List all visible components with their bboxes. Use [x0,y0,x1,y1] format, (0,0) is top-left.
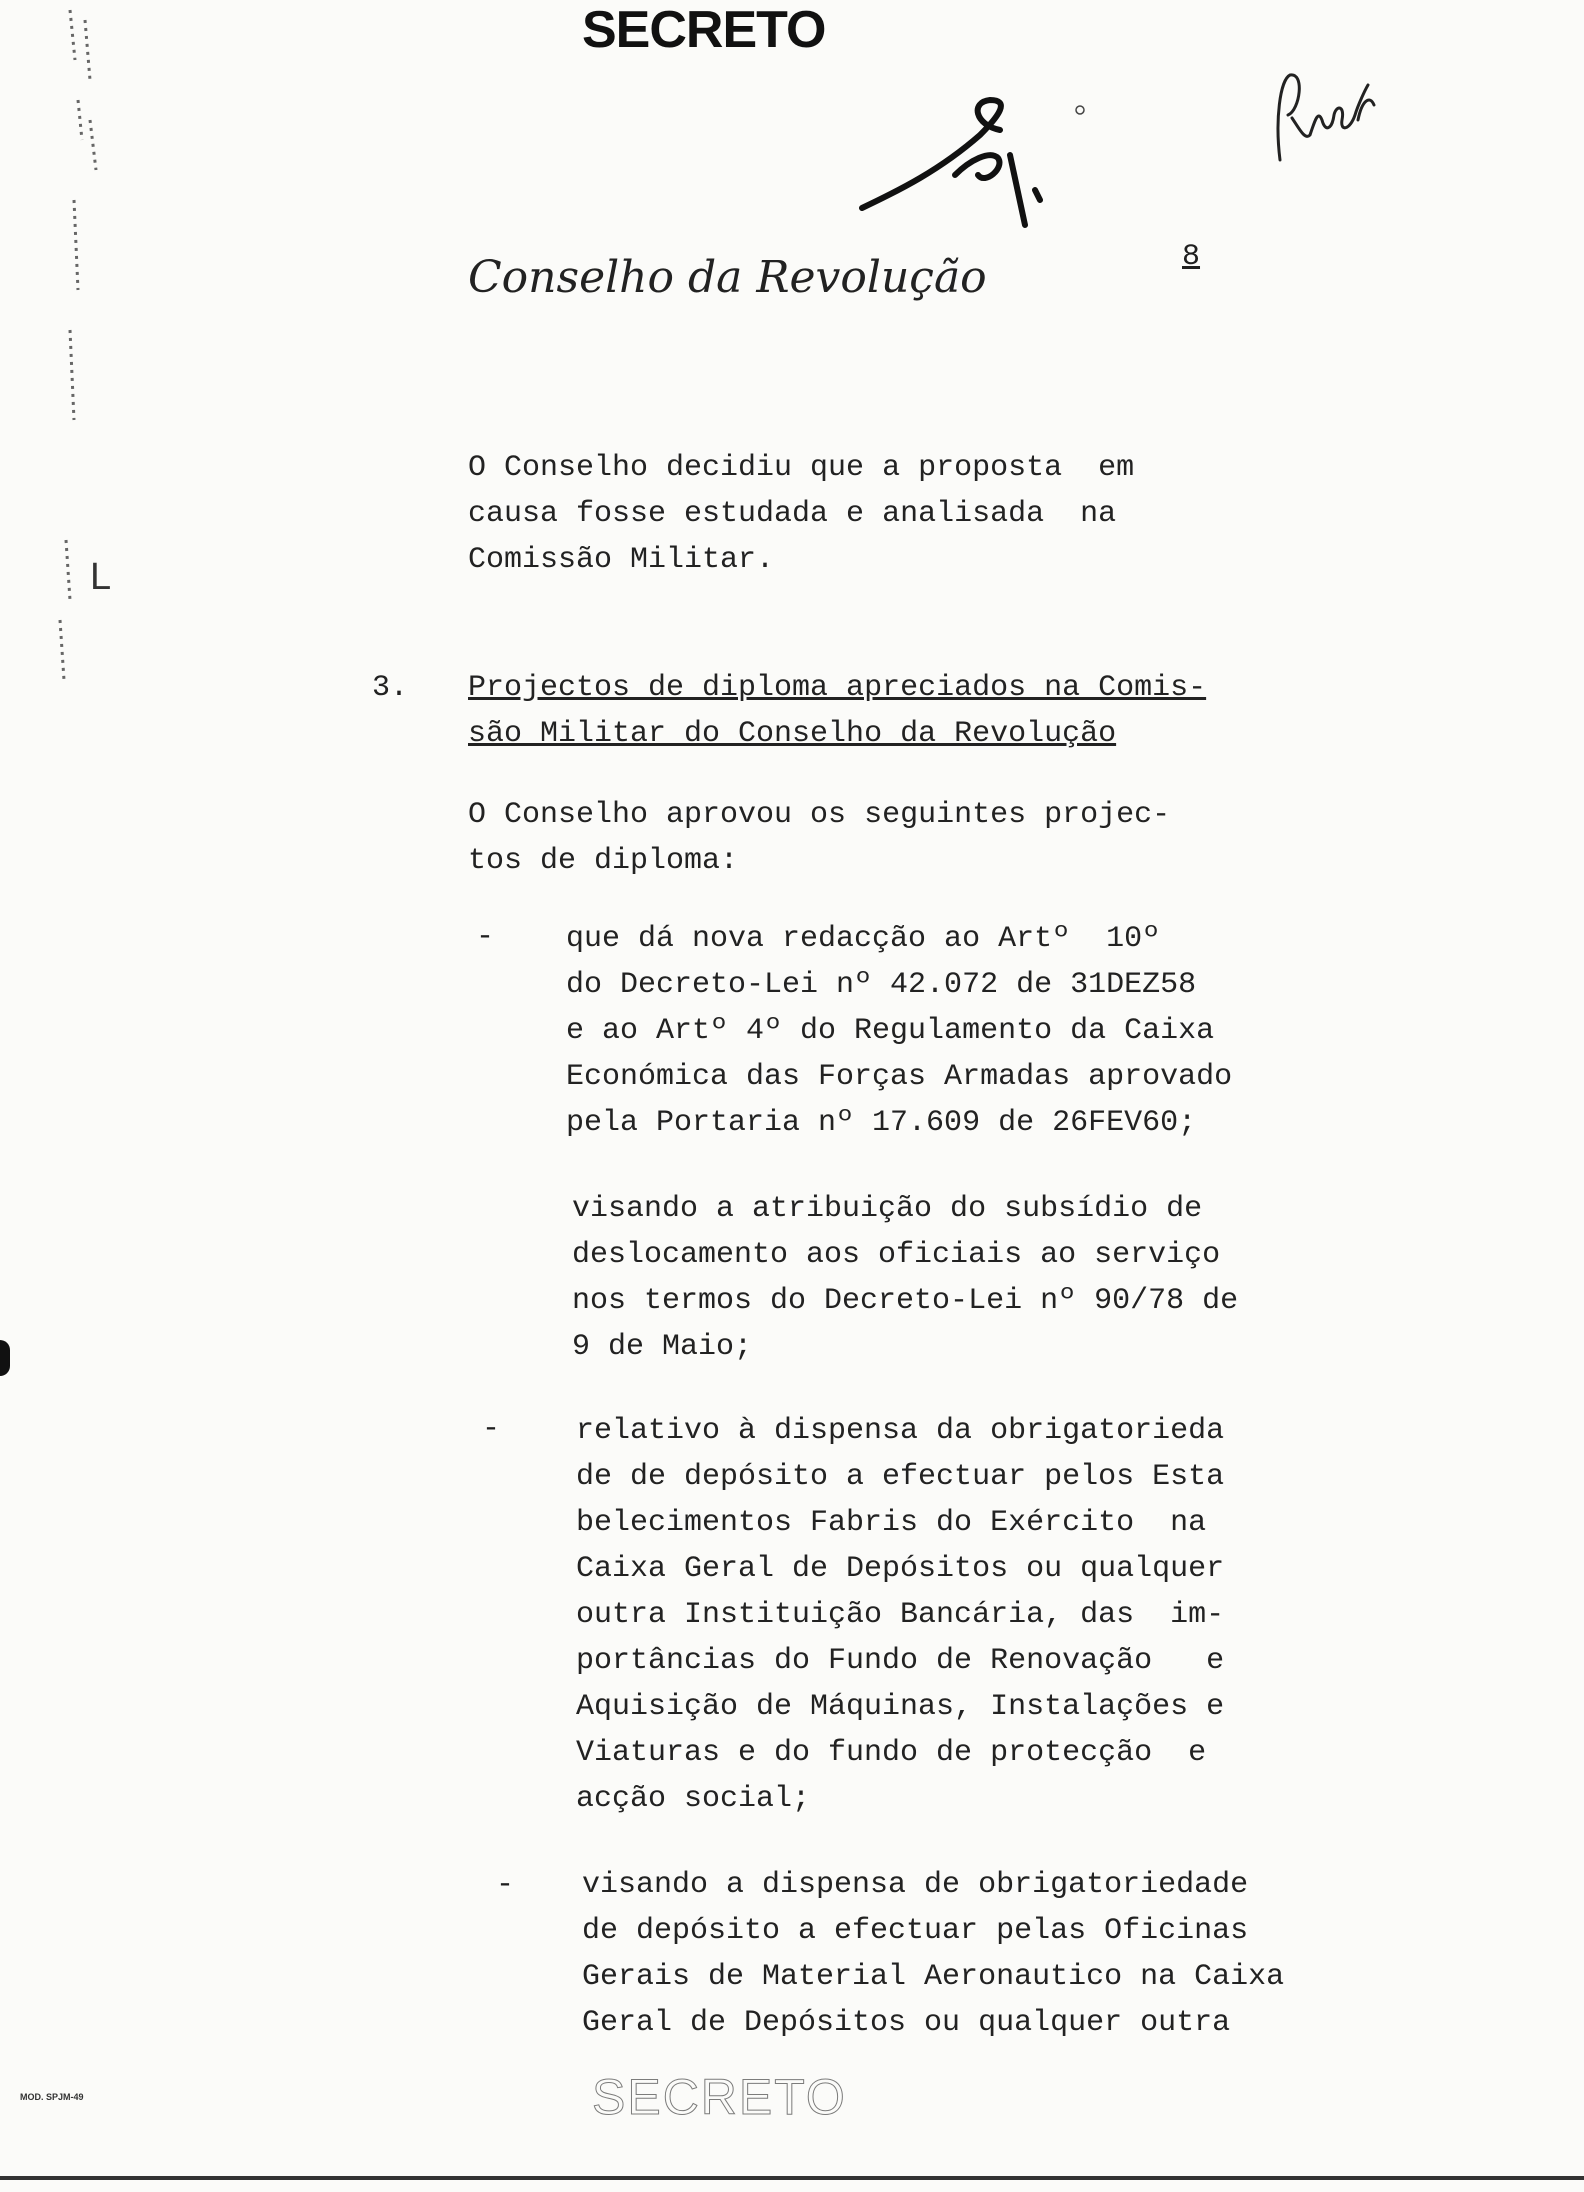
text-line: de de depósito a efectuar pelos Esta [576,1460,1225,1494]
section-number: 3. [372,671,409,705]
text-line: visando a dispensa de obrigatoriedade [582,1868,1249,1902]
text-line: pela Portaria nº 17.609 de 26FEV60; [566,1106,1197,1140]
section-heading [468,665,1206,757]
text-line: nos termos do Decreto-Lei nº 90/78 de [572,1284,1239,1318]
list-item [582,1862,1284,2046]
section-intro [468,792,1170,884]
list-dash: - [482,1412,501,1446]
list-item [576,1408,1224,1822]
text-line: causa fosse estudada e analisada na [468,497,1117,531]
text-line: outra Instituição Bancária, das im- [576,1598,1225,1632]
text-line: Aquisição de Máquinas, Instalações e [576,1690,1225,1724]
classification-stamp-top: SECRETO [582,1,826,59]
text-line: Viaturas e do fundo de protecção e [576,1736,1207,1770]
text-line: O Conselho decidiu que a proposta em [468,451,1135,485]
letterhead: Conselho da Revolução [468,252,987,303]
list-item [572,1186,1238,1370]
list-dash: - [476,920,495,954]
heading-line: são Militar do Conselho da Revolução [468,717,1117,751]
text-line: Caixa Geral de Depósitos ou qualquer [576,1552,1225,1586]
handwritten-initials [860,80,1100,230]
page-number: 8 [1182,240,1201,274]
text-line: acção social; [576,1782,811,1816]
text-line: do Decreto-Lei nº 42.072 de 31DEZ58 [566,968,1197,1002]
text-line: Comissão Militar. [468,543,775,577]
text-line: visando a atribuição do subsídio de [572,1192,1203,1226]
text-line: e ao Artº 4º do Regulamento da Caixa [566,1014,1215,1048]
scan-bottom-edge [0,2176,1584,2180]
text-line: que dá nova redacção ao Artº 10º [566,922,1161,956]
text-line: Gerais de Material Aeronautico na Caixa [582,1960,1285,1994]
text-line: 9 de Maio; [572,1330,753,1364]
margin-mark: L [90,556,112,598]
list-dash: - [496,1868,515,1902]
text-line: de depósito a efectuar pelas Oficinas [582,1914,1249,1948]
text-line: deslocamento aos oficiais ao serviço [572,1238,1221,1272]
text-line: Económica das Forças Armadas aprovado [566,1060,1233,1094]
text-line: O Conselho aprovou os seguintes projec- [468,798,1171,832]
text-line: Geral de Depósitos ou qualquer outra [582,2006,1231,2040]
punch-hole-mark [0,1340,10,1376]
text-line: belecimentos Fabris do Exército na [576,1506,1207,1540]
text-line: tos de diploma: [468,844,739,878]
text-line: portâncias do Fundo de Renovação e [576,1644,1225,1678]
classification-stamp-bottom: SECRETO [592,2069,847,2125]
list-item [566,916,1232,1146]
handwritten-signature [1270,60,1390,170]
heading-line: Projectos de diploma apreciados na Comis- [468,671,1207,705]
intro-paragraph [468,445,1134,583]
text-line: relativo à dispensa da obrigatorieda [576,1414,1225,1448]
form-code: MOD. SPJM-49 [20,2092,84,2102]
